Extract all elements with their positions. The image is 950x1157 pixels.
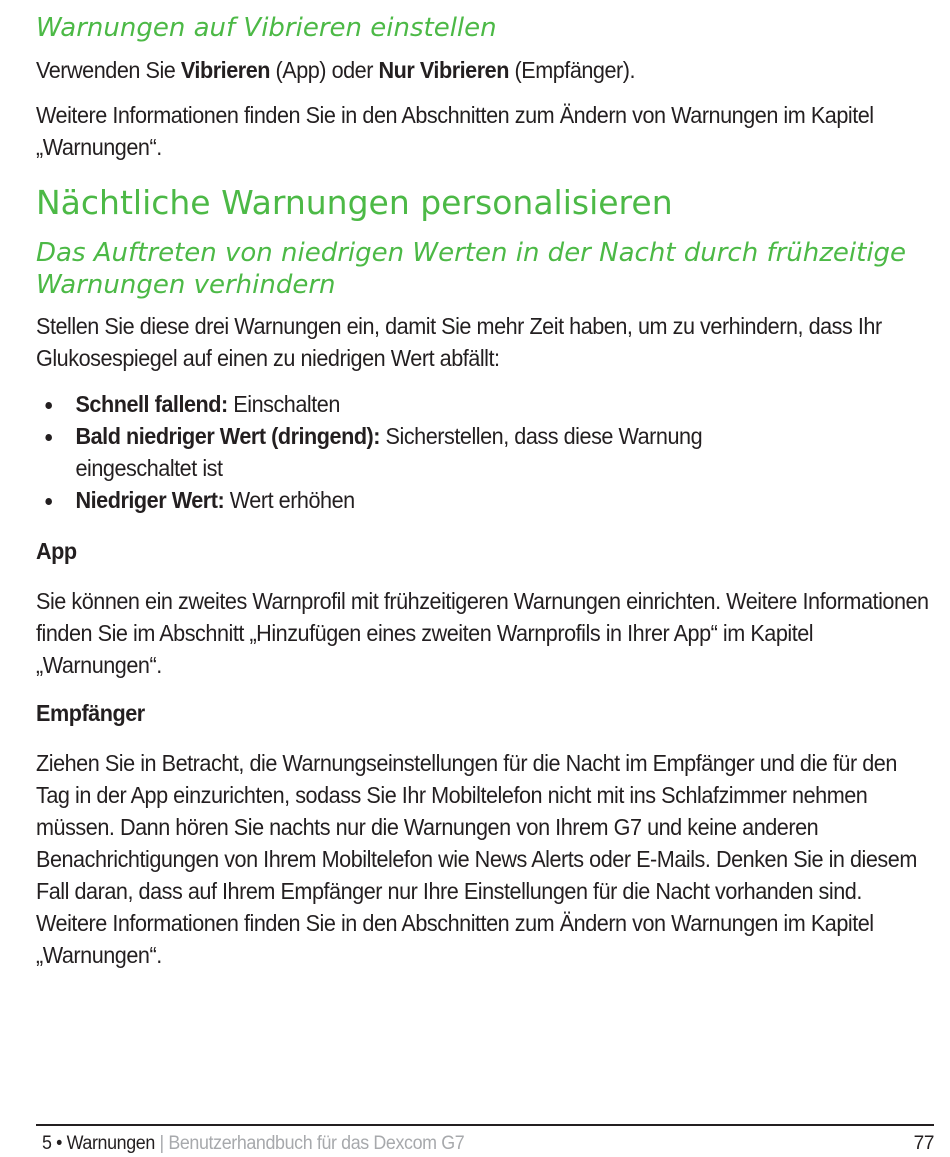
alert-list [36, 388, 934, 516]
receiver-paragraph: Ziehen Sie in Betracht, die Warnungseinstellungen für die Nacht im Empfänger und die für den Tag in der App einzurichten, sodass Sie Ihr Mobiltelefon nicht mit ins Schlafzimmer nehmen müssen. Dann hören Sie nachts nur die Warnungen von Ihrem G7 und keine anderen Benachrichtigungen von Ihrem Mobiltelefon wie News Alerts oder E-Mails. Denken Sie in diesem Fall daran, dass auf Ihrem Empfänger nur Ihre Einstellungen für die Nacht vorhanden sind. Weitere Informationen finden Sie in den Abschnitten zum Ändern von Warnungen im Kapitel „Warnungen“. [36, 750, 917, 968]
footer-divider [36, 1124, 934, 1126]
receiver-subheading: Empfänger [36, 700, 145, 726]
list-item: Niedriger Wert: Wert erhöhen [36, 484, 934, 516]
vibrate-info-paragraph: Weitere Informationen finden Sie in den Abschnitten zum Ändern von Warnungen im Kapitel „Warnungen“. [36, 102, 874, 160]
app-subheading: App [36, 538, 77, 564]
vibrate-paragraph: Verwenden Sie Vibrieren (App) oder Nur Vibrieren (Empfänger). [36, 57, 636, 83]
footer-book-title: Benutzerhandbuch für das Dexcom G7 [168, 1133, 465, 1154]
list-item: Schnell fallend: Einschalten [36, 388, 934, 420]
page-number: 77 [913, 1133, 934, 1154]
footer-chapter: 5 • Warnungen [42, 1133, 155, 1154]
intro-paragraph: Stellen Sie diese drei Warnungen ein, damit Sie mehr Zeit haben, um zu verhindern, dass Ihr Glukosespiegel auf einen zu niedrigen Wert abfällt: [36, 313, 882, 371]
bullet-icon [45, 498, 52, 505]
bullet-icon [45, 402, 52, 409]
app-paragraph: Sie können ein zweites Warnprofil mit frühzeitigeren Warnungen einrichten. Weitere Informationen finden Sie im Abschnitt „Hinzufügen eines zweiten Warnprofils in Ihrer App“ im Kapitel „Warnungen“. [36, 588, 929, 678]
footer-breadcrumb [42, 1131, 464, 1157]
bullet-icon [45, 434, 52, 441]
section-title: Nächtliche Warnungen personalisieren [36, 183, 673, 222]
list-item: Bald niedriger Wert (dringend): Sicherstellen, dass diese Warnung eingeschaltet ist [36, 420, 790, 484]
vibrate-heading: Warnungen auf Vibrieren einstellen [36, 13, 497, 43]
page-footer [42, 1131, 934, 1157]
footer-separator: | [154, 1133, 169, 1154]
night-subheading: Das Auftreten von niedrigen Werten in der Nacht durch frühzeitige Warnungen verhindern [36, 238, 907, 300]
